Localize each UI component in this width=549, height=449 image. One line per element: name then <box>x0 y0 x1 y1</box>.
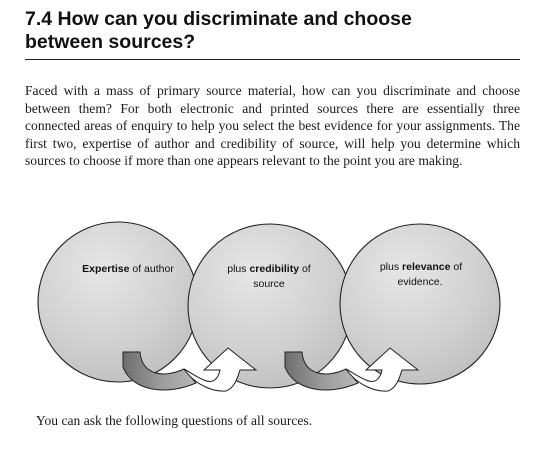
credibility-keyword: credibility <box>249 263 300 275</box>
circle-credibility-label-line-2 <box>253 278 285 290</box>
circle-relevance <box>340 224 500 384</box>
body-paragraph: Faced with a mass of primary source material, how can you discriminate and choose between them? For both electronic and printed sources there are essentially three connected areas of enquiry to help you select the best evidence for your assignments. The first two, expertise of author and credibility of source, will help you determine which sources to choose if more than one appears relevant to the point you are making. <box>25 83 520 168</box>
circle-expertise-label <box>82 263 174 275</box>
circle-expertise <box>38 222 198 382</box>
section-heading-line-2: between sources? <box>25 31 196 53</box>
circle-credibility-label <box>227 263 311 275</box>
relevance-rest: of <box>450 261 463 273</box>
credibility-line-2: source <box>253 278 285 290</box>
relevance-keyword: relevance <box>402 261 451 273</box>
credibility-prefix: plus <box>227 263 250 275</box>
circle-relevance-label-line-2 <box>398 276 443 288</box>
circle-relevance-label <box>380 261 462 273</box>
section-heading-line-1: 7.4 How can you discriminate and choose <box>25 8 412 30</box>
relevance-line-2: evidence. <box>397 276 443 288</box>
credibility-rest: of <box>299 263 311 275</box>
footer-paragraph: You can ask the following questions of all sources. <box>36 413 313 428</box>
expertise-keyword: Expertise <box>82 263 130 275</box>
expertise-rest: of author <box>129 263 174 275</box>
relevance-prefix: plus <box>379 261 403 273</box>
